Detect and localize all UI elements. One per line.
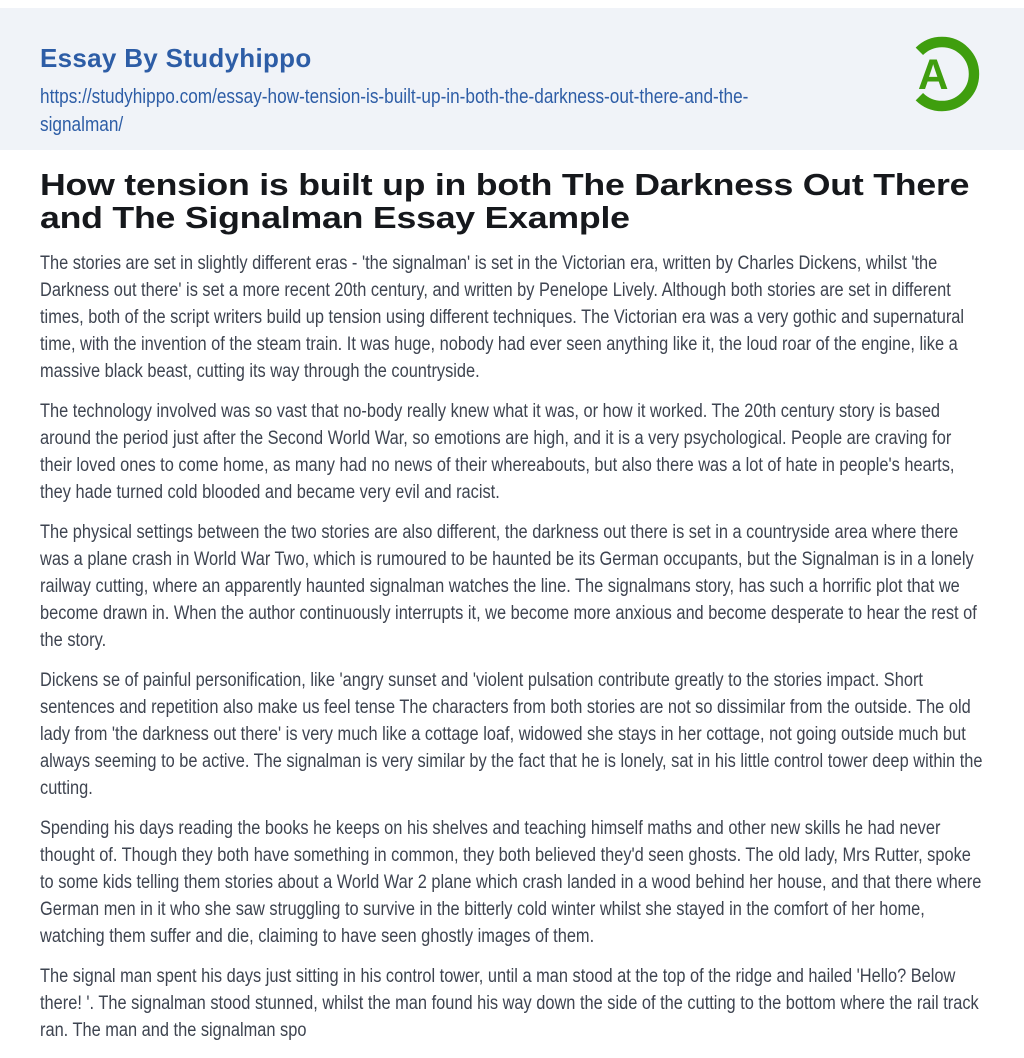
byline: Essay By Studyhippo — [40, 43, 312, 73]
essay-article — [40, 150, 984, 1057]
essay-paragraph: The technology involved was so vast that no-body really knew what it was, or how it worked. The 20th century story is based around the period just after the Second World War, so emotions are high, and it is a very psychological. People are craving for their loved ones to come home, as many had no news of their whereabouts, but also there was a lot of hate in people's hearts, they hade turned cold blooded and became very evil and racist. — [40, 401, 955, 503]
essay-paragraph: The signal man spent his days just sitting in his control tower, until a man stood at the top of the ridge and hailed 'Hello? Below there! '. The signalman stood stunned, whilst the man found his way down the side of the cutting to the bottom where the rail track ran. The man and the signalman spo — [40, 966, 979, 1041]
essay-title: How tension is built up in both The Darkness Out There and The Signalman Essay Example — [40, 167, 970, 235]
logo-letter: A — [917, 51, 949, 99]
header-band — [0, 8, 1024, 150]
essay-body — [40, 250, 984, 1044]
source-url-link[interactable]: https://studyhippo.com/essay-how-tension-is-built-up-in-both-the-darkness-out-there-and-the-signalman/ — [40, 86, 749, 136]
logo-arc-icon — [902, 34, 982, 114]
essay-paragraph: Spending his days reading the books he keeps on his shelves and teaching himself maths and other new skills he had never thought of. Though they both have something in common, they both believed they'd seen ghosts. The old lady, Mrs Rutter, spoke to some kids telling them stories about a World War 2 plane which crash landed in a wood behind her house, and that there where German men in it who she saw struggling to survive in the bitterly cold winter whilst she stayed in the comfort of her home, watching them suffer and die, claiming to have seen ghostly images of them. — [40, 818, 982, 947]
source-url-wrap — [40, 83, 805, 139]
essay-paragraph: The physical settings between the two stories are also different, the darkness out there is set in a countryside area where there was a plane crash in World War Two, which is rumoured to be haunted be its German occupants, but the Signalman is in a lonely railway cutting, where an apparently haunted signalman watches the line. The signalmans story, has such a horrific plot that we become drawn in. When the author continuously interrupts it, we become more anxious and become desperate to hear the rest of the story. — [40, 522, 977, 651]
essay-paragraph: The stories are set in slightly different eras - 'the signalman' is set in the Victorian era, written by Charles Dickens, whilst 'the Darkness out there' is set a more recent 20th century, and written by Penelope Lively. Although both stories are set in different times, both of the script writers build up tension using different techniques. The Victorian era was a very gothic and supernatural time, with the invention of the steam train. It was huge, nobody had ever seen anything like it, the loud roar of the engine, like a massive black beast, cutting its way through the countryside. — [40, 253, 965, 382]
essay-paragraph: Dickens se of painful personification, like 'angry sunset and 'violent pulsation contribute greatly to the stories impact. Short sentences and repetition also make us feel tense The characters from both stories are not so dissimilar from the outside. The old lady from 'the darkness out there' is very much like a cottage loaf, widowed she stays in her cottage, not going outside much but always seeming to be active. The signalman is very similar by the fact that he is lonely, sat in his little control tower deep within the cutting. — [40, 670, 983, 799]
studyhippo-logo — [902, 34, 982, 114]
